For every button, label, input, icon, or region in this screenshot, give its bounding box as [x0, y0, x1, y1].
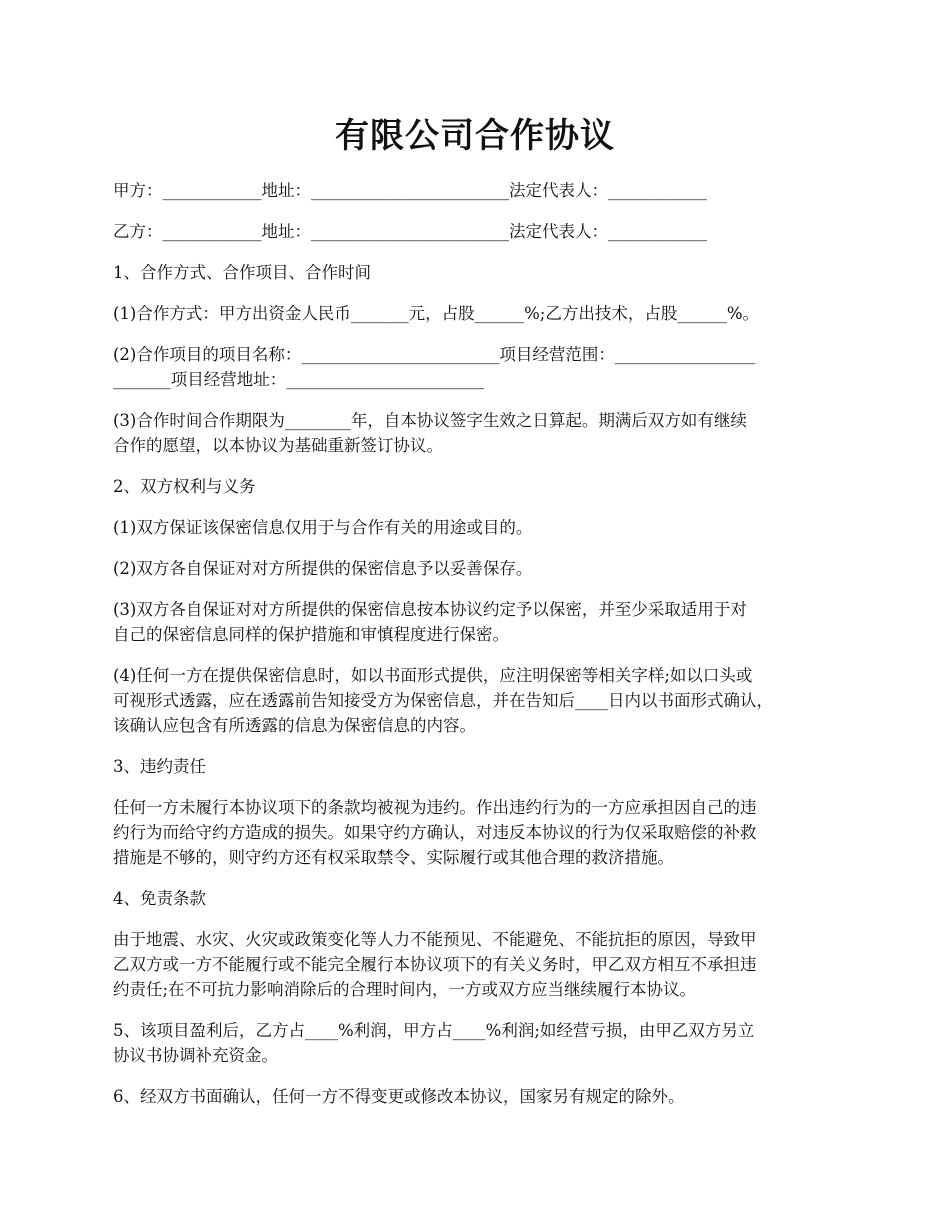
section-2-para-4-line-1: (4)任何一方在提供保密信息时，如以书面形式提供，应注明保密等相关字样;如以口头或: [113, 666, 753, 685]
section-1-heading: 1、合作方式、合作项目、合作时间: [113, 263, 371, 282]
section-4-para-1-line-2: 乙双方或一方不能履行或不能完全履行本协议项下的有关义务时，甲乙双方相互不承担违: [113, 955, 757, 974]
section-2-para-3-line-1: (3)双方各自保证对对方所提供的保密信息按本协议约定予以保密，并至少采取适用于对: [113, 600, 747, 619]
section-4-para-1: [113, 927, 843, 1002]
section-2-para-3-line-2: 自己的保密信息同样的保护措施和审慎程度进行保密。: [113, 625, 509, 644]
section-1-para-3: [113, 408, 843, 458]
section-2-para-4-line-3: 该确认应包含有所透露的信息为保密信息的内容。: [113, 716, 476, 735]
document-title: 有限公司合作协议: [335, 116, 615, 156]
section-1-para-1: [113, 301, 843, 326]
section-1-para-2: [113, 342, 843, 392]
section-1-heading-block: [113, 260, 843, 285]
section-4-heading: 4、免责条款: [113, 889, 206, 908]
party-b-line: 乙方：____________地址：________________________法定代表人：____________: [113, 222, 707, 241]
party-a-info: [113, 178, 843, 203]
section-3-para-1-line-1: 任何一方未履行本协议项下的条款均被视为违约。作出违约行为的一方应承担因自己的违: [113, 798, 757, 817]
section-2-para-2: [113, 556, 843, 581]
party-b-info: [113, 219, 843, 244]
section-3-para-1-line-3: 措施是不够的，则守约方还有权采取禁令、实际履行或其他合理的救济措施。: [113, 848, 674, 867]
party-a-line: 甲方：____________地址：________________________法定代表人：____________: [113, 181, 707, 200]
section-5-line-1: 5、该项目盈利后，乙方占____%利润，甲方占____%利润;如经营亏损，由甲乙双方另立: [113, 1021, 755, 1040]
document-body: [113, 178, 843, 1125]
section-2-para-1: [113, 515, 843, 540]
section-2-para-1-line-1: (1)双方保证该保密信息仅用于与合作有关的用途或目的。: [113, 518, 533, 537]
section-2-heading-block: [113, 474, 843, 499]
section-4-para-1-line-3: 约责任;在不可抗力影响消除后的合理时间内，一方或双方应当继续履行本协议。: [113, 980, 697, 999]
section-4-para-1-line-1: 由于地震、水灾、火灾或政策变化等人力不能预见、不能避免、不能抗拒的原因，导致甲: [113, 930, 757, 949]
section-1-para-3-line-1: (3)合作时间合作期限为________年，自本协议签字生效之日算起。期满后双方如有继续: [113, 411, 747, 430]
section-2-para-3: [113, 597, 843, 647]
section-3-heading: 3、违约责任: [113, 757, 206, 776]
section-1-para-2-line-1: (2)合作项目的项目名称：________________________项目经营范围：_________________: [113, 345, 756, 364]
section-4-heading-block: [113, 886, 843, 911]
section-3-heading-block: [113, 754, 843, 779]
section-2-para-4: [113, 663, 843, 738]
section-3-para-1-line-2: 约行为而给守约方造成的损失。如果守约方确认，对违反本协议的行为仅采取赔偿的补救: [113, 823, 757, 842]
section-6-line-1: 6、经双方书面确认，任何一方不得变更或修改本协议，国家另有规定的除外。: [113, 1087, 685, 1106]
section-2-para-2-line-1: (2)双方各自保证对对方所提供的保密信息予以妥善保存。: [113, 559, 533, 578]
section-3-para-1: [113, 795, 843, 870]
section-6-para: [113, 1084, 843, 1109]
section-2-heading: 2、双方权利与义务: [113, 477, 256, 496]
section-5-line-2: 协议书协调补充资金。: [113, 1046, 278, 1065]
section-1-para-2-line-2: _______项目经营地址：________________________: [113, 370, 485, 389]
section-1-para-3-line-2: 合作的愿望，以本协议为基础重新签订协议。: [113, 436, 443, 455]
section-2-para-4-line-2: 可视形式透露，应在透露前告知接受方为保密信息，并在告知后____日内以书面形式确认，: [113, 691, 773, 710]
section-1-para-1-line-1: (1)合作方式：甲方出资金人民币_______元，占股______%;乙方出技术，占股______%。: [113, 304, 760, 323]
section-5-para: [113, 1018, 843, 1068]
